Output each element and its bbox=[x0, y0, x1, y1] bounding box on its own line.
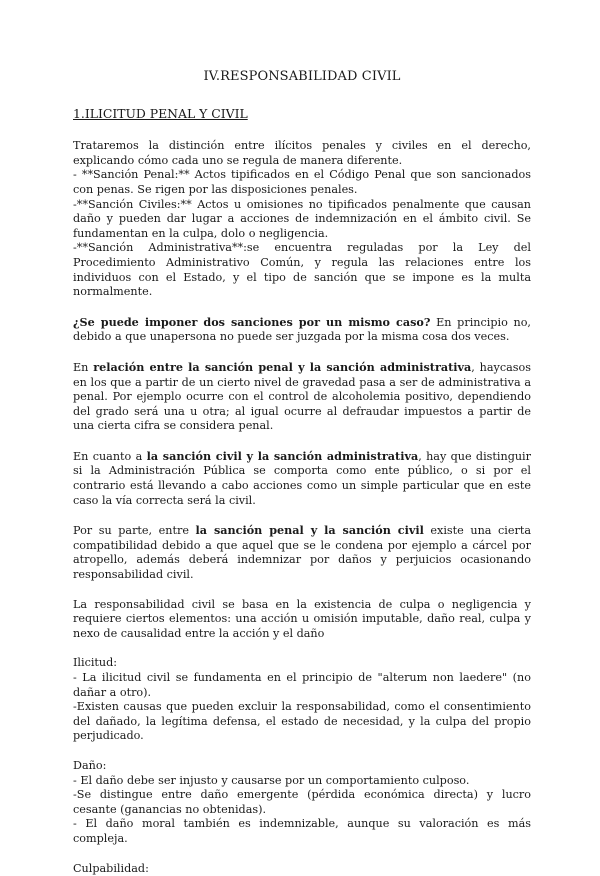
paragraph-penal-administrativa: En relación entre la sanción penal y la sanción administrativa, haycasos en los que a partir de un cierto nivel de gravedad pasa a ser de administrativa a penal. Por ejemplo ocurre con el control de alcoholemia positivo, dependiendo del grado será una u otra; al igual ocurre al defraudar impuestos a partir de una cierta cifra se considera penal. bbox=[73, 359, 532, 433]
item-sancion-administrativa: -**Sanción Administrativa**:se encuentra reguladas por la Ley del Procedimiento Administrativo Común, y regula las relaciones entre los individuos con el Estado, y el tipo de sanción que se impone es la multa normalmente. bbox=[73, 241, 531, 299]
list-item: - La ilicitud civil se fundamenta en el principio de "alterum non laedere" (no dañar a otro). bbox=[73, 671, 531, 699]
list-item: - El daño moral también es indemnizable, aunque su valoración es más compleja. bbox=[73, 817, 531, 845]
list-item: -Existen causas que pueden excluir la responsabilidad, como el consentimiento del dañado, la legítima defensa, el estado de necesidad, y la culpa del propio perjudicado. bbox=[73, 700, 531, 743]
section-intro: Trataremos la distinción entre ilícitos penales y civiles en el derecho, explicando cómo cada uno se regula de manera diferente. bbox=[73, 139, 531, 167]
dano-label: Daño: bbox=[73, 758, 107, 772]
culpabilidad-label: Culpabilidad: bbox=[73, 861, 149, 875]
list-item: -Se distingue entre daño emergente (pérdida económica directa) y lucro cesante (ganancias no obtenidas). bbox=[73, 788, 531, 816]
paragraph-civil-administrativa: En cuanto a la sanción civil y la sanción administrativa, hay que distinguir si la Administración Pública se comporta como ente público, o si por el contrario está llevando a cabo acciones como un simple particular que en este caso la vía correcta será la civil. bbox=[73, 448, 531, 507]
item-sancion-penal: - **Sanción Penal:** Actos tipificados en el Código Penal que son sancionados con penas. Se rigen por las disposiciones penales. bbox=[73, 168, 531, 196]
bold-phrase: la sanción civil y la sanción administrativa bbox=[146, 448, 419, 463]
document-title: IV.RESPONSABILIDAD CIVIL bbox=[203, 69, 401, 84]
bold-phrase: la sanción penal y la sanción civil bbox=[195, 523, 424, 538]
list-item: - El daño debe ser injusto y causarse por un comportamiento culposo. bbox=[73, 773, 470, 787]
item-sancion-civil: -**Sanción Civiles:** Actos u omisiones no tipificados penalmente que causan daño y pueden dar lugar a acciones de indemnización en el ámbito civil. Se fundamentan en la culpa, dolo o negligencia. bbox=[73, 197, 531, 240]
paragraph-penal-civil: Por su parte, entre la sanción penal y la sanción civil existe una cierta compatibilidad debido a que aquel que se le condena por ejemplo a cárcel por atropello, además deberá indemnizar por daños y perjuicios ocasionando responsabilidad civil. bbox=[73, 523, 531, 582]
bold-phrase: relación entre la sanción penal y la sanción administrativa bbox=[93, 359, 472, 374]
bold-question: ¿Se puede imponer dos sanciones por un mismo caso? bbox=[73, 314, 431, 329]
paragraph-basis: La responsabilidad civil se basa en la existencia de culpa o negligencia y requiere ciertos elementos: una acción u omisión imputable, daño real, culpa y nexo de causalidad entre la acción y el daño bbox=[73, 597, 531, 640]
paragraph-dos-sanciones: ¿Se puede imponer dos sanciones por un mismo caso? En principio no, debido a que unapersona no puede ser juzgada por la misma cosa dos veces. bbox=[73, 314, 531, 344]
ilicitud-label: Ilicitud: bbox=[73, 656, 118, 670]
section-heading: 1.ILICITUD PENAL Y CIVIL bbox=[73, 105, 248, 121]
